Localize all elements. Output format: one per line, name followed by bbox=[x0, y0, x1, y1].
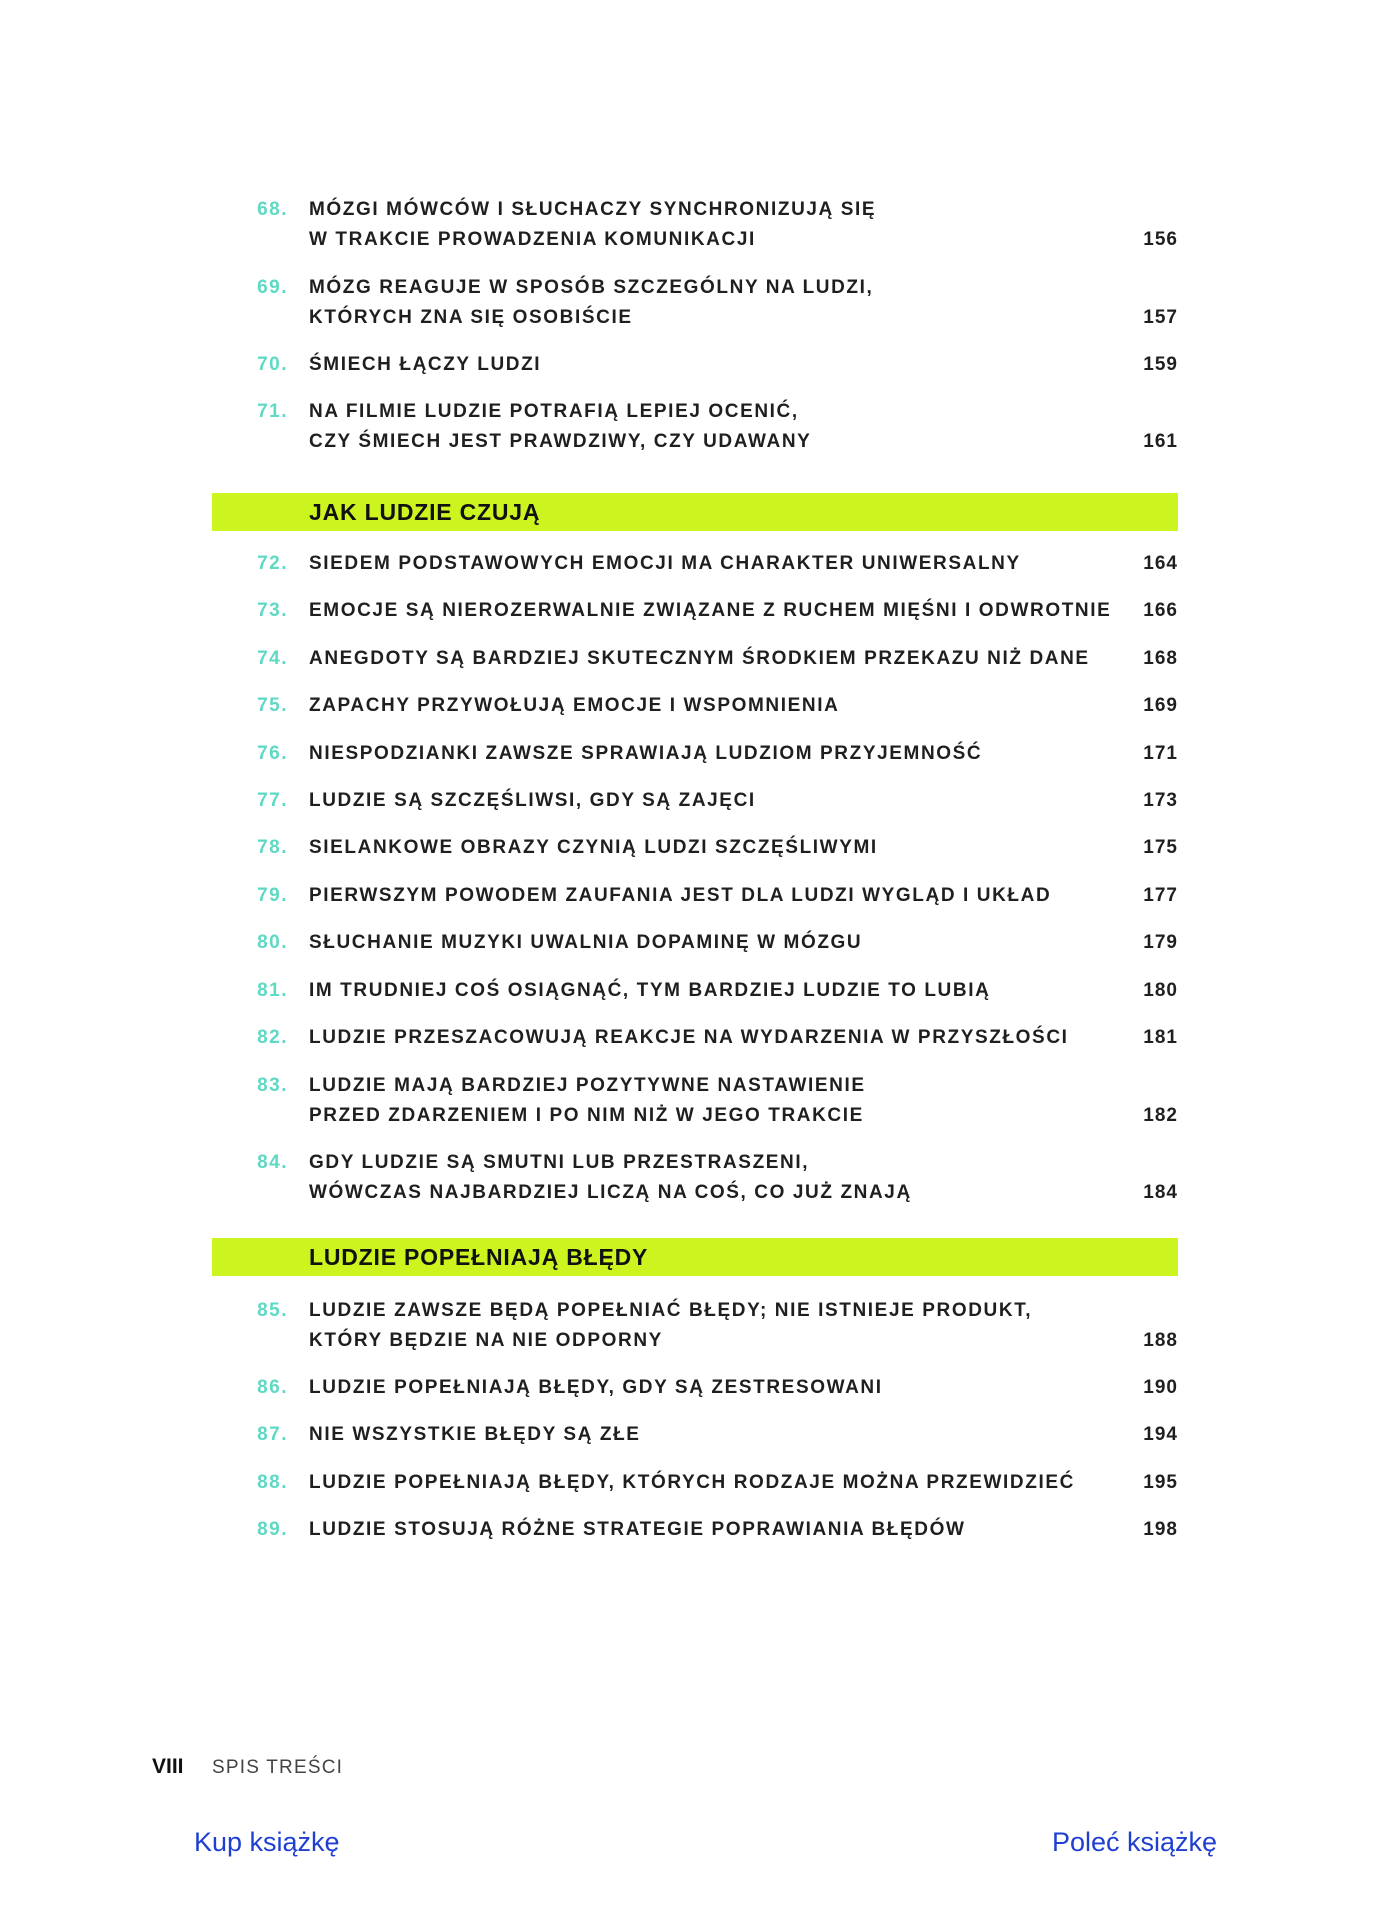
entry-title-line: LUDZIE ZAWSZE BĘDĄ POPEŁNIAĆ BŁĘDY; NIE ISTNIEJE PRODUKT, bbox=[309, 1300, 1033, 1321]
entry-title-line: W TRAKCIE PROWADZENIA KOMUNIKACJI bbox=[309, 229, 756, 250]
entry-page: 182 bbox=[1143, 1105, 1178, 1126]
entry-title-line: PIERWSZYM POWODEM ZAUFANIA JEST DLA LUDZI WYGLĄD I UKŁAD bbox=[309, 885, 1052, 906]
entry-title-line: PRZED ZDARZENIEM I PO NIM NIŻ W JEGO TRAKCIE bbox=[309, 1105, 864, 1126]
entry-title-line: LUDZIE STOSUJĄ RÓŻNE STRATEGIE POPRAWIANIA BŁĘDÓW bbox=[309, 1519, 966, 1540]
entry-page: 164 bbox=[1143, 553, 1178, 574]
entry-number: 87. bbox=[257, 1424, 288, 1445]
entry-number: 89. bbox=[257, 1519, 288, 1540]
entry-title-line: SIELANKOWE OBRAZY CZYNIĄ LUDZI SZCZĘŚLIWYMI bbox=[309, 837, 878, 858]
entry-title-line: CZY ŚMIECH JEST PRAWDZIWY, CZY UDAWANY bbox=[309, 431, 812, 452]
entry-page: 159 bbox=[1143, 354, 1178, 375]
entry-number: 83. bbox=[257, 1075, 288, 1096]
entry-number: 68. bbox=[257, 199, 288, 220]
entry-title-line: GDY LUDZIE SĄ SMUTNI LUB PRZESTRASZENI, bbox=[309, 1152, 810, 1173]
section-title: LUDZIE POPEŁNIAJĄ BŁĘDY bbox=[309, 1244, 649, 1270]
entry-page: 190 bbox=[1143, 1377, 1178, 1398]
entry-number: 78. bbox=[257, 837, 288, 858]
entry-title-line: KTÓRYCH ZNA SIĘ OSOBIŚCIE bbox=[309, 307, 633, 328]
entry-number: 70. bbox=[257, 354, 288, 375]
entry-number: 71. bbox=[257, 401, 288, 422]
entry-title-line: WÓWCZAS NAJBARDZIEJ LICZĄ NA COŚ, CO JUŻ ZNAJĄ bbox=[309, 1182, 912, 1203]
entry-page: 166 bbox=[1143, 600, 1178, 621]
entry-page: 169 bbox=[1143, 695, 1178, 716]
entry-page: 177 bbox=[1143, 885, 1178, 906]
entry-number: 79. bbox=[257, 885, 288, 906]
entry-title-line: ŚMIECH ŁĄCZY LUDZI bbox=[309, 354, 542, 375]
entry-number: 73. bbox=[257, 600, 288, 621]
recommend-book-link[interactable]: Poleć książkę bbox=[1052, 1827, 1218, 1857]
entry-page: 175 bbox=[1143, 837, 1178, 858]
entry-title-line: LUDZIE SĄ SZCZĘŚLIWSI, GDY SĄ ZAJĘCI bbox=[309, 790, 756, 811]
entry-title-line: EMOCJE SĄ NIEROZERWALNIE ZWIĄZANE Z RUCHEM MIĘŚNI I ODWROTNIE bbox=[309, 600, 1112, 621]
entry-title-line: LUDZIE POPEŁNIAJĄ BŁĘDY, KTÓRYCH RODZAJE MOŻNA PRZEWIDZIEĆ bbox=[309, 1472, 1075, 1493]
entry-page: 198 bbox=[1143, 1519, 1178, 1540]
entry-number: 85. bbox=[257, 1300, 288, 1321]
entry-title-line: SIEDEM PODSTAWOWYCH EMOCJI MA CHARAKTER UNIWERSALNY bbox=[309, 553, 1021, 574]
entry-number: 86. bbox=[257, 1377, 288, 1398]
entry-title-line: NA FILMIE LUDZIE POTRAFIĄ LEPIEJ OCENIĆ, bbox=[309, 401, 799, 422]
section-header-bar bbox=[212, 493, 1178, 531]
buy-book-link[interactable]: Kup książkę bbox=[194, 1827, 340, 1857]
entry-number: 80. bbox=[257, 932, 288, 953]
entry-title-line: NIESPODZIANKI ZAWSZE SPRAWIAJĄ LUDZIOM PRZYJEMNOŚĆ bbox=[309, 743, 983, 764]
section-header-bar bbox=[212, 1238, 1178, 1276]
footer-running-title: SPIS TREŚCI bbox=[212, 1757, 344, 1778]
entry-page: 161 bbox=[1143, 431, 1178, 452]
entry-number: 84. bbox=[257, 1152, 288, 1173]
entry-page: 156 bbox=[1143, 229, 1178, 250]
entry-page: 188 bbox=[1143, 1330, 1178, 1351]
entry-title-line: ANEGDOTY SĄ BARDZIEJ SKUTECZNYM ŚRODKIEM PRZEKAZU NIŻ DANE bbox=[309, 648, 1090, 669]
entry-number: 82. bbox=[257, 1027, 288, 1048]
entry-page: 157 bbox=[1143, 307, 1178, 328]
entry-title-line: KTÓRY BĘDZIE NA NIE ODPORNY bbox=[309, 1330, 663, 1351]
entry-title-line: LUDZIE PRZESZACOWUJĄ REAKCJE NA WYDARZENIA W PRZYSZŁOŚCI bbox=[309, 1027, 1069, 1048]
entry-page: 168 bbox=[1143, 648, 1178, 669]
entry-number: 81. bbox=[257, 980, 288, 1001]
entry-title-line: MÓZGI MÓWCÓW I SŁUCHACZY SYNCHRONIZUJĄ SIĘ bbox=[309, 199, 877, 220]
footer-page-number: VIII bbox=[152, 1755, 184, 1778]
entry-title-line: ZAPACHY PRZYWOŁUJĄ EMOCJE I WSPOMNIENIA bbox=[309, 695, 840, 716]
entry-page: 179 bbox=[1143, 932, 1178, 953]
entry-title-line: SŁUCHANIE MUZYKI UWALNIA DOPAMINĘ W MÓZGU bbox=[309, 932, 863, 953]
entry-number: 75. bbox=[257, 695, 288, 716]
entry-page: 173 bbox=[1143, 790, 1178, 811]
entry-number: 74. bbox=[257, 648, 288, 669]
entry-page: 180 bbox=[1143, 980, 1178, 1001]
entry-number: 72. bbox=[257, 553, 288, 574]
entry-page: 181 bbox=[1143, 1027, 1178, 1048]
entry-title-line: MÓZG REAGUJE W SPOSÓB SZCZEGÓLNY NA LUDZI, bbox=[309, 277, 874, 298]
entry-title-line: IM TRUDNIEJ COŚ OSIĄGNĄĆ, TYM BARDZIEJ LUDZIE TO LUBIĄ bbox=[309, 980, 991, 1001]
entry-number: 77. bbox=[257, 790, 288, 811]
entry-number: 76. bbox=[257, 743, 288, 764]
entry-number: 88. bbox=[257, 1472, 288, 1493]
entry-number: 69. bbox=[257, 277, 288, 298]
section-title: JAK LUDZIE CZUJĄ bbox=[309, 499, 541, 525]
entry-page: 171 bbox=[1143, 743, 1178, 764]
entry-page: 184 bbox=[1143, 1182, 1178, 1203]
entry-page: 195 bbox=[1143, 1472, 1178, 1493]
entry-title-line: NIE WSZYSTKIE BŁĘDY SĄ ZŁE bbox=[309, 1424, 641, 1445]
entry-page: 194 bbox=[1143, 1424, 1178, 1445]
entry-title-line: LUDZIE POPEŁNIAJĄ BŁĘDY, GDY SĄ ZESTRESOWANI bbox=[309, 1377, 883, 1398]
entry-title-line: LUDZIE MAJĄ BARDZIEJ POZYTYWNE NASTAWIENIE bbox=[309, 1075, 866, 1096]
